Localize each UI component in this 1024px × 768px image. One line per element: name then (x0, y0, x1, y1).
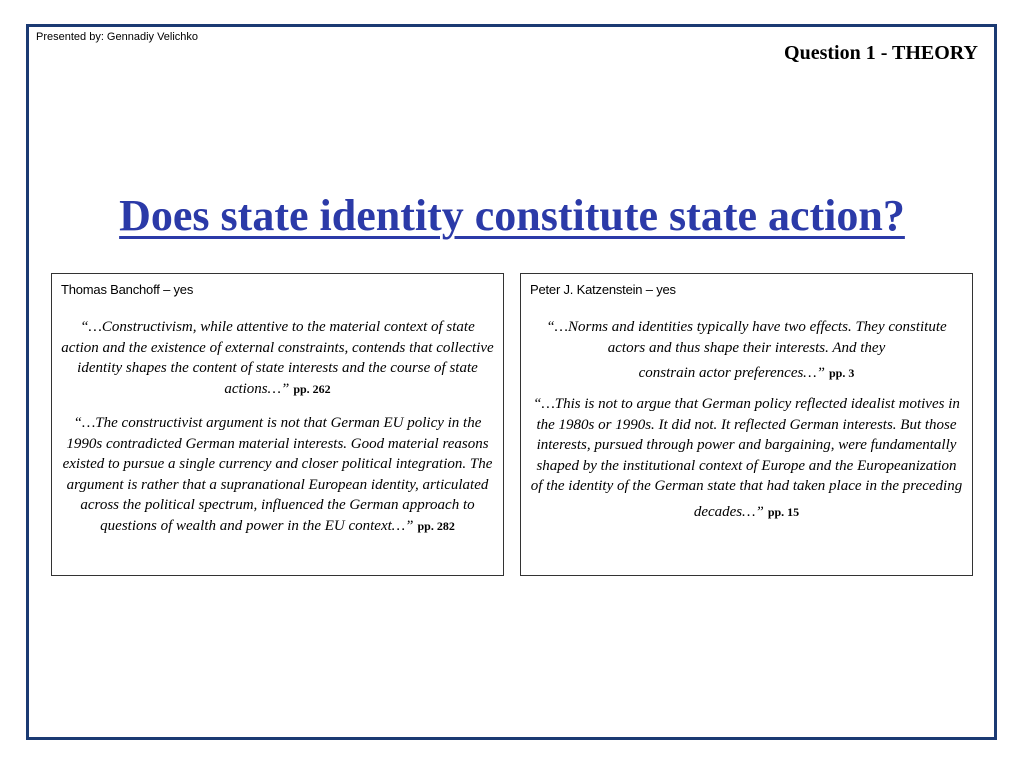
page-ref: pp. 15 (767, 504, 800, 519)
panel-heading: Thomas Banchoff – yes (61, 282, 194, 297)
quote-text: “…Norms and identities typically have two effects. They constitute actors and thus shape their interests. And they (546, 319, 947, 356)
section-label: Question 1 - THEORY (784, 42, 978, 64)
katzenstein-panel (520, 273, 973, 576)
quote-tail: constrain actor preferences…” (638, 365, 825, 381)
quote-text: “…This is not to argue that German policy reflected idealist motives in the 1980s or 1990s. It did not. It reflected German interests. But those interests, pursued through power and bargaining, were fundamentally shaped by the institutional context of Europe and the Europeanization of the identity of the German state that had taken place in the preceding (530, 396, 963, 494)
slide-title: Does state identity constitute state action? (119, 191, 905, 240)
quote (530, 317, 963, 388)
banchoff-panel (51, 273, 504, 576)
presenter-label: Presented by: Gennadiy Velichko (36, 31, 199, 43)
page-ref: pp. 3 (829, 366, 855, 380)
quote (530, 394, 963, 527)
quote (61, 413, 494, 536)
panel-heading: Peter J. Katzenstein – yes (530, 282, 676, 297)
quote-text: “…Constructivism, while attentive to the material context of state action and the existence of external constraints, contends that collective identity shapes the content of state interests and the course of state actions…” (61, 319, 494, 397)
quote (61, 317, 494, 399)
quote-tail: decades…” (693, 503, 764, 520)
page-ref: pp. 262 (293, 381, 331, 396)
quote-text: “…The constructivist argument is not that German EU policy in the 1990s contradicted German material interests. Good material reasons existed to pursue a single currency and closer political integration. The argument is rather that a supranational European identity, articulated across the political spectrum, influenced the German approach to questions of wealth and power in the EU context…” (62, 415, 493, 534)
page-ref: pp. 282 (417, 518, 455, 533)
